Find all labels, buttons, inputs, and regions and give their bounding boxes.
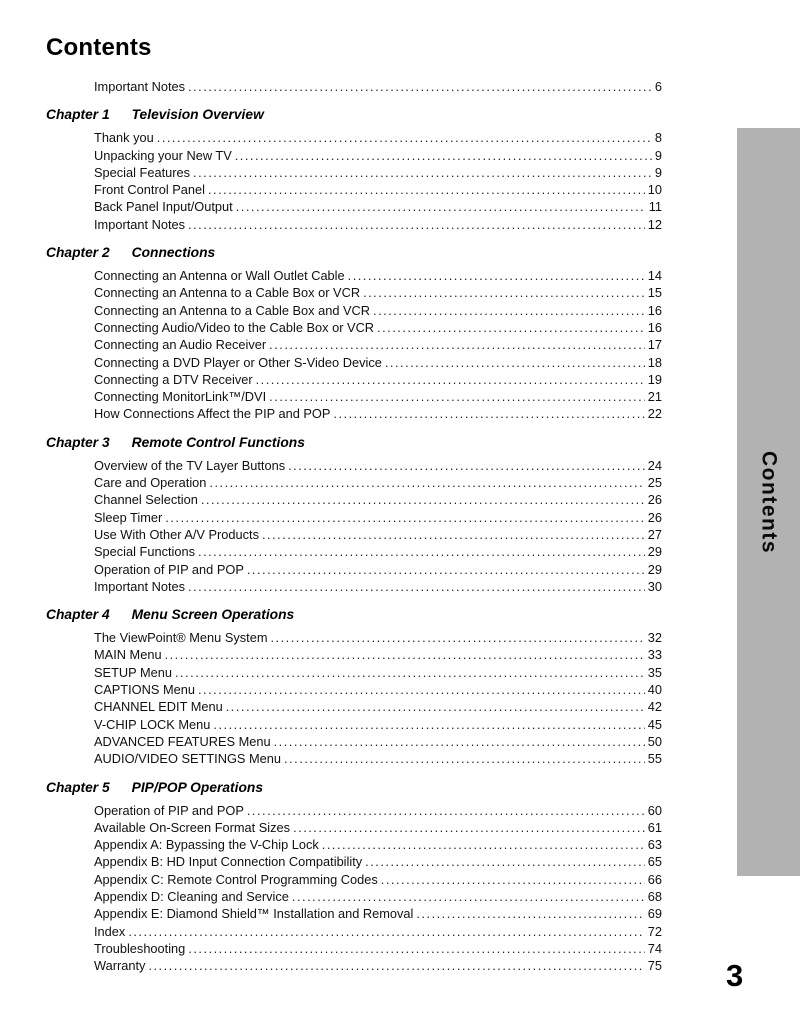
- entry-page-number: 18: [647, 354, 662, 370]
- entry-label: SETUP Menu: [94, 664, 172, 680]
- toc-entry: [94, 164, 662, 181]
- entry-page-number: 45: [647, 716, 662, 732]
- dot-leader: [271, 629, 645, 646]
- dot-leader: [198, 681, 645, 698]
- chapter-title: Remote Control Functions: [131, 434, 305, 450]
- entry-label: Connecting an Antenna to a Cable Box or VCR: [94, 285, 361, 301]
- toc-entry: [94, 819, 662, 836]
- dot-leader: [188, 940, 644, 957]
- toc-entry: [94, 181, 662, 198]
- entry-page-number: 55: [647, 751, 662, 767]
- chapter-title: Television Overview: [131, 107, 264, 123]
- entry-label: CHANNEL EDIT Menu: [94, 699, 223, 715]
- toc-entry: [94, 940, 662, 957]
- entry-page-number: 10: [647, 182, 662, 198]
- chapter-heading: [46, 244, 662, 261]
- entry-page-number: 9: [654, 164, 662, 180]
- dot-leader: [188, 78, 652, 95]
- dot-leader: [165, 646, 645, 663]
- toc-entry: [94, 646, 662, 663]
- entry-label: V-CHIP LOCK Menu: [94, 716, 211, 732]
- dot-leader: [235, 147, 652, 164]
- chapter-title: Menu Screen Operations: [131, 607, 295, 623]
- page-number: 3: [726, 958, 744, 993]
- dot-leader: [284, 750, 645, 767]
- entry-page-number: 50: [647, 733, 662, 749]
- dot-leader: [188, 578, 645, 595]
- chapter-heading: [46, 779, 662, 796]
- entry-label: Channel Selection: [94, 492, 198, 508]
- dot-leader: [175, 664, 645, 681]
- toc-entry: [94, 698, 662, 715]
- dot-leader: [269, 388, 645, 405]
- dot-leader: [188, 216, 645, 233]
- entry-label: Important Notes: [94, 578, 186, 594]
- toc-entry: [94, 388, 662, 405]
- chapter-number: Chapter 4: [46, 607, 110, 623]
- toc-entry: [94, 905, 662, 922]
- dot-leader: [213, 716, 644, 733]
- entry-page-number: 74: [647, 940, 662, 956]
- entry-page-number: 25: [647, 475, 662, 491]
- entry-label: Special Features: [94, 164, 191, 180]
- entry-label: Index: [94, 923, 126, 939]
- entry-page-number: 75: [647, 958, 662, 974]
- toc-entry: [94, 629, 662, 646]
- entry-page-number: 32: [647, 630, 662, 646]
- dot-leader: [247, 802, 645, 819]
- entry-label: Appendix D: Cleaning and Service: [94, 888, 289, 904]
- toc-entry: [94, 802, 662, 819]
- page-title: Contents: [46, 34, 152, 61]
- entry-page-number: 63: [647, 837, 662, 853]
- contents-side-tab: [737, 128, 800, 876]
- entry-label: Connecting an Antenna or Wall Outlet Cable: [94, 268, 345, 284]
- dot-leader: [165, 509, 644, 526]
- entry-page-number: 35: [647, 664, 662, 680]
- entry-label: Care and Operation: [94, 475, 207, 491]
- entry-label: How Connections Affect the PIP and POP: [94, 406, 331, 422]
- entry-page-number: 29: [647, 561, 662, 577]
- entry-page-number: 6: [654, 79, 662, 94]
- dot-leader: [269, 336, 645, 353]
- entry-label: AUDIO/VIDEO SETTINGS Menu: [94, 751, 282, 767]
- toc-entry: [94, 957, 662, 974]
- toc-entry: [94, 336, 662, 353]
- toc-entry: [94, 147, 662, 164]
- toc-entry: [94, 750, 662, 767]
- entry-label: Unpacking your New TV: [94, 147, 232, 163]
- entry-label: CAPTIONS Menu: [94, 682, 195, 698]
- toc-entry: [94, 474, 662, 491]
- toc-entry: [94, 509, 662, 526]
- entry-label: MAIN Menu: [94, 647, 162, 663]
- entry-label: Sleep Timer: [94, 509, 163, 525]
- entry-label: Appendix C: Remote Control Programming Codes: [94, 871, 378, 887]
- chapter-number: Chapter 2: [46, 245, 110, 261]
- entry-page-number: 40: [647, 682, 662, 698]
- dot-leader: [288, 457, 645, 474]
- entry-label: Operation of PIP and POP: [94, 802, 244, 818]
- entry-page-number: 72: [647, 923, 662, 939]
- entry-label: Operation of PIP and POP: [94, 561, 244, 577]
- entry-page-number: 69: [647, 906, 662, 922]
- entry-label: Connecting a DVD Player or Other S-Video Device: [94, 354, 382, 370]
- entry-page-number: 61: [647, 819, 662, 835]
- dot-leader: [128, 923, 644, 940]
- chapter-number: Chapter 5: [46, 779, 110, 795]
- entry-label: Use With Other A/V Products: [94, 526, 259, 542]
- entry-page-number: 26: [647, 492, 662, 508]
- chapter-title: Connections: [131, 245, 216, 261]
- dot-leader: [198, 543, 645, 560]
- dot-leader: [333, 405, 644, 422]
- entry-page-number: 22: [647, 406, 662, 422]
- entry-page-number: 68: [647, 888, 662, 904]
- toc-entry: [94, 543, 662, 560]
- dot-leader: [262, 526, 645, 543]
- toc-entry: [94, 78, 662, 95]
- entry-page-number: 26: [647, 509, 662, 525]
- chapter-number: Chapter 1: [46, 107, 110, 123]
- entry-label: Appendix E: Diamond Shield™ Installation and Removal: [94, 906, 414, 922]
- toc-entry: [94, 267, 662, 284]
- toc-entry: [94, 198, 662, 215]
- entry-page-number: 16: [647, 302, 662, 318]
- toc-entry: [94, 888, 662, 905]
- entry-page-number: 29: [647, 544, 662, 560]
- entry-page-number: 19: [647, 371, 662, 387]
- dot-leader: [247, 561, 645, 578]
- entry-label: Appendix A: Bypassing the V-Chip Lock: [94, 837, 319, 853]
- toc-entry: [94, 836, 662, 853]
- entry-label: Warranty: [94, 958, 146, 974]
- entry-label: Overview of the TV Layer Buttons: [94, 457, 286, 473]
- entry-label: Connecting Audio/Video to the Cable Box or VCR: [94, 319, 375, 335]
- toc-entry: [94, 733, 662, 750]
- entry-page-number: 8: [654, 130, 662, 146]
- entry-label: The ViewPoint® Menu System: [94, 630, 268, 646]
- dot-leader: [148, 957, 644, 974]
- entry-page-number: 65: [647, 854, 662, 870]
- entry-label: Troubleshooting: [94, 940, 186, 956]
- toc-entry: [94, 491, 662, 508]
- toc-entry: [94, 561, 662, 578]
- toc-entry: [94, 716, 662, 733]
- entry-page-number: 15: [647, 285, 662, 301]
- dot-leader: [157, 129, 652, 146]
- entry-label: Available On-Screen Format Sizes: [94, 819, 291, 835]
- dot-leader: [322, 836, 645, 853]
- toc-entry: [94, 216, 662, 233]
- entry-page-number: 21: [647, 389, 662, 405]
- toc-entry: [94, 354, 662, 371]
- toc-entry: [94, 681, 662, 698]
- chapter-heading: [46, 434, 662, 451]
- toc-entry: [94, 129, 662, 146]
- entry-page-number: 30: [647, 578, 662, 594]
- entry-label: Special Functions: [94, 544, 196, 560]
- entry-page-number: 14: [647, 268, 662, 284]
- dot-leader: [363, 284, 645, 301]
- toc-entry: [94, 405, 662, 422]
- entry-page-number: 9: [654, 147, 662, 163]
- toc-entry: [94, 284, 662, 301]
- dot-leader: [201, 491, 645, 508]
- toc-entry: [94, 457, 662, 474]
- dot-leader: [209, 474, 644, 491]
- entry-label: Appendix B: HD Input Connection Compatibility: [94, 854, 363, 870]
- entry-page-number: 16: [647, 319, 662, 335]
- dot-leader: [377, 319, 645, 336]
- chapter-heading: [46, 606, 662, 623]
- entry-page-number: 66: [647, 871, 662, 887]
- dot-leader: [381, 871, 645, 888]
- dot-leader: [292, 888, 645, 905]
- dot-leader: [256, 371, 645, 388]
- chapter-heading: [46, 106, 662, 123]
- entry-page-number: 11: [648, 199, 662, 215]
- dot-leader: [226, 698, 645, 715]
- entry-page-number: 17: [647, 337, 662, 353]
- entry-label: Front Control Panel: [94, 182, 205, 198]
- chapter-number: Chapter 3: [46, 434, 110, 450]
- entry-label: Connecting a DTV Receiver: [94, 371, 253, 387]
- entry-label: Important Notes: [94, 79, 186, 94]
- toc-entry: [94, 371, 662, 388]
- entry-page-number: 42: [647, 699, 662, 715]
- toc-entry: [94, 871, 662, 888]
- dot-leader: [208, 181, 645, 198]
- entry-label: ADVANCED FEATURES Menu: [94, 733, 271, 749]
- dot-leader: [348, 267, 645, 284]
- entry-page-number: 12: [647, 216, 662, 232]
- toc-entry: [94, 664, 662, 681]
- dot-leader: [373, 302, 645, 319]
- toc-entry: [94, 302, 662, 319]
- entry-page-number: 60: [647, 802, 662, 818]
- dot-leader: [274, 733, 645, 750]
- dot-leader: [416, 905, 644, 922]
- entry-page-number: 24: [647, 457, 662, 473]
- toc-entry: [94, 853, 662, 870]
- entry-page-number: 27: [647, 526, 662, 542]
- toc-entry: [94, 526, 662, 543]
- dot-leader: [293, 819, 645, 836]
- entry-page-number: 33: [647, 647, 662, 663]
- entry-label: Connecting an Antenna to a Cable Box and VCR: [94, 302, 371, 318]
- dot-leader: [365, 853, 645, 870]
- entry-label: Back Panel Input/Output: [94, 199, 233, 215]
- side-tab-label: Contents: [757, 450, 781, 554]
- dot-leader: [193, 164, 652, 181]
- dot-leader: [385, 354, 645, 371]
- toc-entry: [94, 923, 662, 940]
- toc-entry: [94, 578, 662, 595]
- entry-label: Important Notes: [94, 216, 186, 232]
- toc-entry: [94, 319, 662, 336]
- entry-label: Connecting an Audio Receiver: [94, 337, 267, 353]
- entry-label: Connecting MonitorLink™/DVI: [94, 389, 267, 405]
- toc-list: [46, 78, 662, 974]
- entry-label: Thank you: [94, 130, 154, 146]
- dot-leader: [236, 198, 646, 215]
- chapter-title: PIP/POP Operations: [131, 779, 264, 795]
